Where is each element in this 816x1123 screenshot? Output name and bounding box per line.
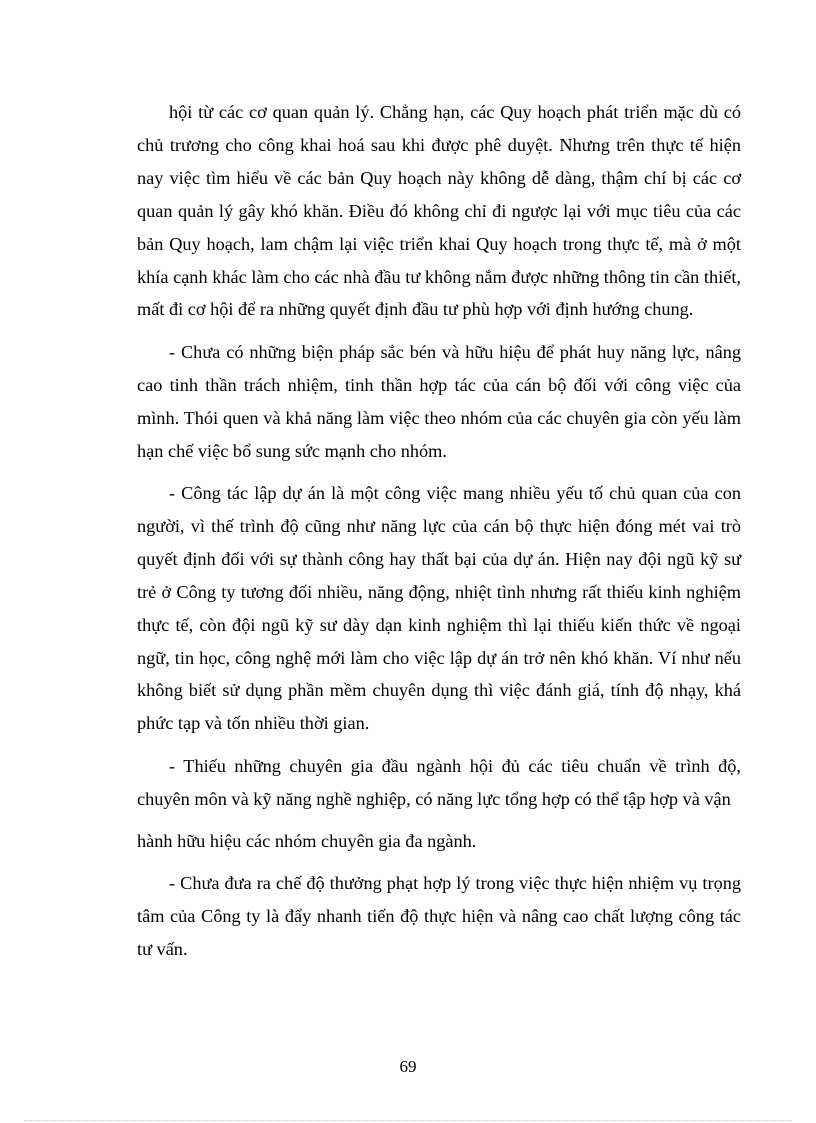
paragraph-1: hội từ các cơ quan quản lý. Chẳng hạn, các Quy hoạch phát triển mặc dù có chủ trương cho công khai hoá sau khi được phê duyệt. Nhưng trên thực tế hiện nay việc tìm hiểu về các bản Quy hoạch này không dễ dàng, thậm chí bị các cơ quan quản lý gây khó khăn. Điều đó không chỉ đi ngược lại với mục tiêu của các bản Quy hoạch, lam chậm lại việc triển khai Quy hoạch trong thực tế, mà ở một khía cạnh khác làm cho các nhà đầu tư không nắm được những thông tin cần thiết, mất đi cơ hội để ra những quyết định đầu tư phù hợp với định hướng chung. <box>137 102 741 320</box>
footer-divider <box>24 1120 792 1121</box>
page-number: 69 <box>399 1057 417 1076</box>
paragraph-3: - Công tác lập dự án là một công việc mang nhiều yếu tố chủ quan của con người, vì thế trình độ cũng như năng lực của cán bộ thực hiện đóng mét vai trò quyết định đối với sự thành công hay thất bại của dự án. Hiện nay đội ngũ kỹ sư trẻ ở Công ty tương đối nhiều, năng động, nhiệt tình nhưng rất thiếu kinh nghiệm thực tế, còn đội ngũ kỹ sư dày dạn kinh nghiệm thì lại thiếu kiến thức về ngoại ngữ, tin học, công nghệ mới làm cho việc lập dự án trở nên khó khăn. Ví như nếu không biết sử dụng phần mềm chuyên dụng thì việc đánh giá, tính độ nhạy, khá phức tạp và tốn nhiều thời gian. <box>137 482 741 734</box>
paragraph-5: hành hữu hiệu các nhóm chuyên gia đa ngành. <box>137 831 477 852</box>
paragraph-6: - Chưa đưa ra chế độ thưởng phạt hợp lý trong việc thực hiện nhiệm vụ trọng tâm của Công ty là đẩy nhanh tiến độ thực hiện và nâng cao chất lượng công tác tư vấn. <box>137 873 741 960</box>
paragraph-2: - Chưa có những biện pháp sắc bén và hữu hiệu để phát huy năng lực, nâng cao tinh thần trách nhiệm, tinh thần hợp tác của cán bộ đối với công việc của mình. Thói quen và khả năng làm việc theo nhóm của các chuyên gia còn yếu làm hạn chế việc bổ sung sức mạnh cho nhóm. <box>137 341 741 461</box>
page-body <box>137 96 741 976</box>
paragraph-4: - Thiếu những chuyên gia đầu ngành hội đủ các tiêu chuẩn về trình độ, chuyên môn và kỹ năng nghề nghiệp, có năng lực tổng hợp có thể tập hợp và vận <box>137 755 741 809</box>
